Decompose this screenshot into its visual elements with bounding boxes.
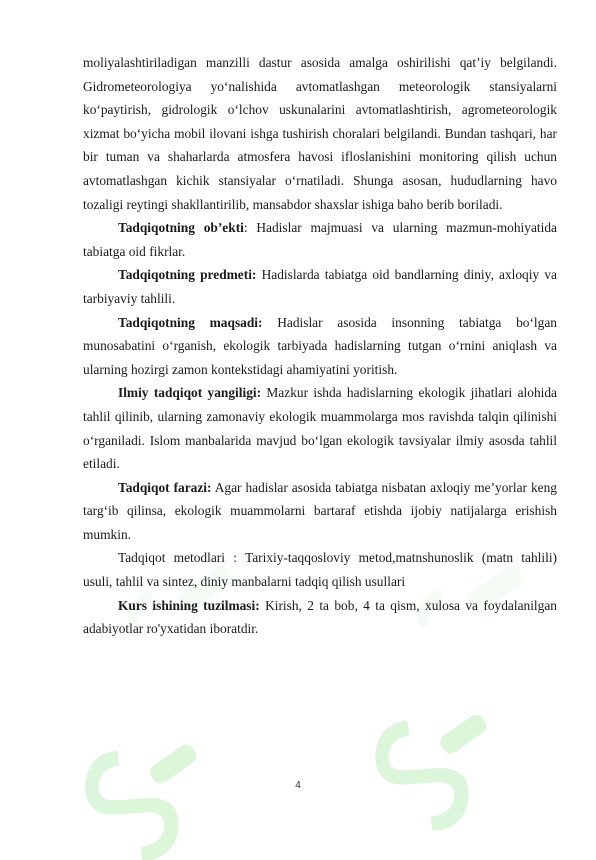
paragraph-research-goal <box>83 311 557 382</box>
research-subject-label: Tadqiqotning predmeti: <box>118 267 257 283</box>
structure-text: Kirish, 2 ta bob, 4 ta qism, xulosa va foydalanilgan adabiyotlar ro'yxatidan iboratdir. <box>83 597 557 637</box>
paragraph-research-subject <box>83 263 557 310</box>
research-goal-text: Hadislar asosida insonning tabiatga bo‘lgan munosabatini o‘rganish, ekologik tarbiyada hadislarning tutgan o‘rnini aniqlash va ularning hozirgi zamon kontekstidagi ahamiyatini yoritish. <box>83 314 557 377</box>
structure-label: Kurs ishining tuzilmasi: <box>118 597 260 613</box>
hypothesis-label: Tadqiqot farazi: <box>118 479 212 495</box>
scientific-novelty-text: Mazkur ishda hadislarning ekologik jihatlari alohida tahlil qilinib, ularning zamonaviy ekologik muammolarga mos ravishda talqin qilinishi o‘rganiladi. Islom manbalarida mavjud bo‘lgan ekologik tavsiyalar ilmiy asosda tahlil etiladi. <box>83 385 557 472</box>
paragraph-methods: Tadqiqot metodlari : Tarixiy-taqqosloviy metod,matnshunoslik (matn tahlili) usuli, tahlil va sintez, diniy manbalarni tadqiq qilish usullari <box>83 550 557 590</box>
document-body <box>83 51 557 641</box>
research-subject-text: Hadislarda tabiatga oid bandlarning diniy, axloqiy va tarbiyaviy tahlili. <box>83 267 557 306</box>
research-goal-label: Tadqiqotning maqsadi: <box>118 314 263 330</box>
research-object-text: : Hadislar majmuasi va ularning mazmun-mohiyatida tabiatga oid fikrlar. <box>83 220 557 259</box>
hypothesis-text: Agar hadislar asosida tabiatga nisbatan axloqiy me’yorlar keng targ‘ib qilinsa, ekologik muammolarni bartaraf etishda ijobiy natijalarga erishish mumkin. <box>83 479 557 542</box>
paragraph-intro: moliyalashtiriladigan manzilli dastur asosida amalga oshirilishi qat’iy belgilandi. Gidrometeorologiya yo‘nalishida avtomatlashgan meteorologik stansiyalarni ko‘paytirish, gidrologik o‘lchov uskunalarini avtomatlashtirish, agrometeorologik xizmat bo‘yicha mobil ilovani ishga tushirish choralari belgilandi. Bundan tashqari, har bir tuman va shaharlarda atmosfera havosi ifloslanishini monitoring qilish uchun avtomatlashgan kichik stansiyalar o‘rnatiladi. Shunga asosan, hududlarning havo tozaligi reytingi shakllantirilib, mansabdor shaxslar ishiga baho berib boriladi. <box>83 55 557 212</box>
paragraph-research-object <box>83 216 557 263</box>
logo-watermark-icon <box>360 690 510 830</box>
paragraph-structure <box>83 594 557 641</box>
scientific-novelty-label: Ilmiy tadqiqot yangiligi: <box>118 385 262 401</box>
page-number: 4 <box>295 780 301 791</box>
paragraph-hypothesis <box>83 476 557 547</box>
research-object-label: Tadqiqotning ob’ekti <box>118 220 244 236</box>
paragraph-scientific-novelty <box>83 381 557 475</box>
